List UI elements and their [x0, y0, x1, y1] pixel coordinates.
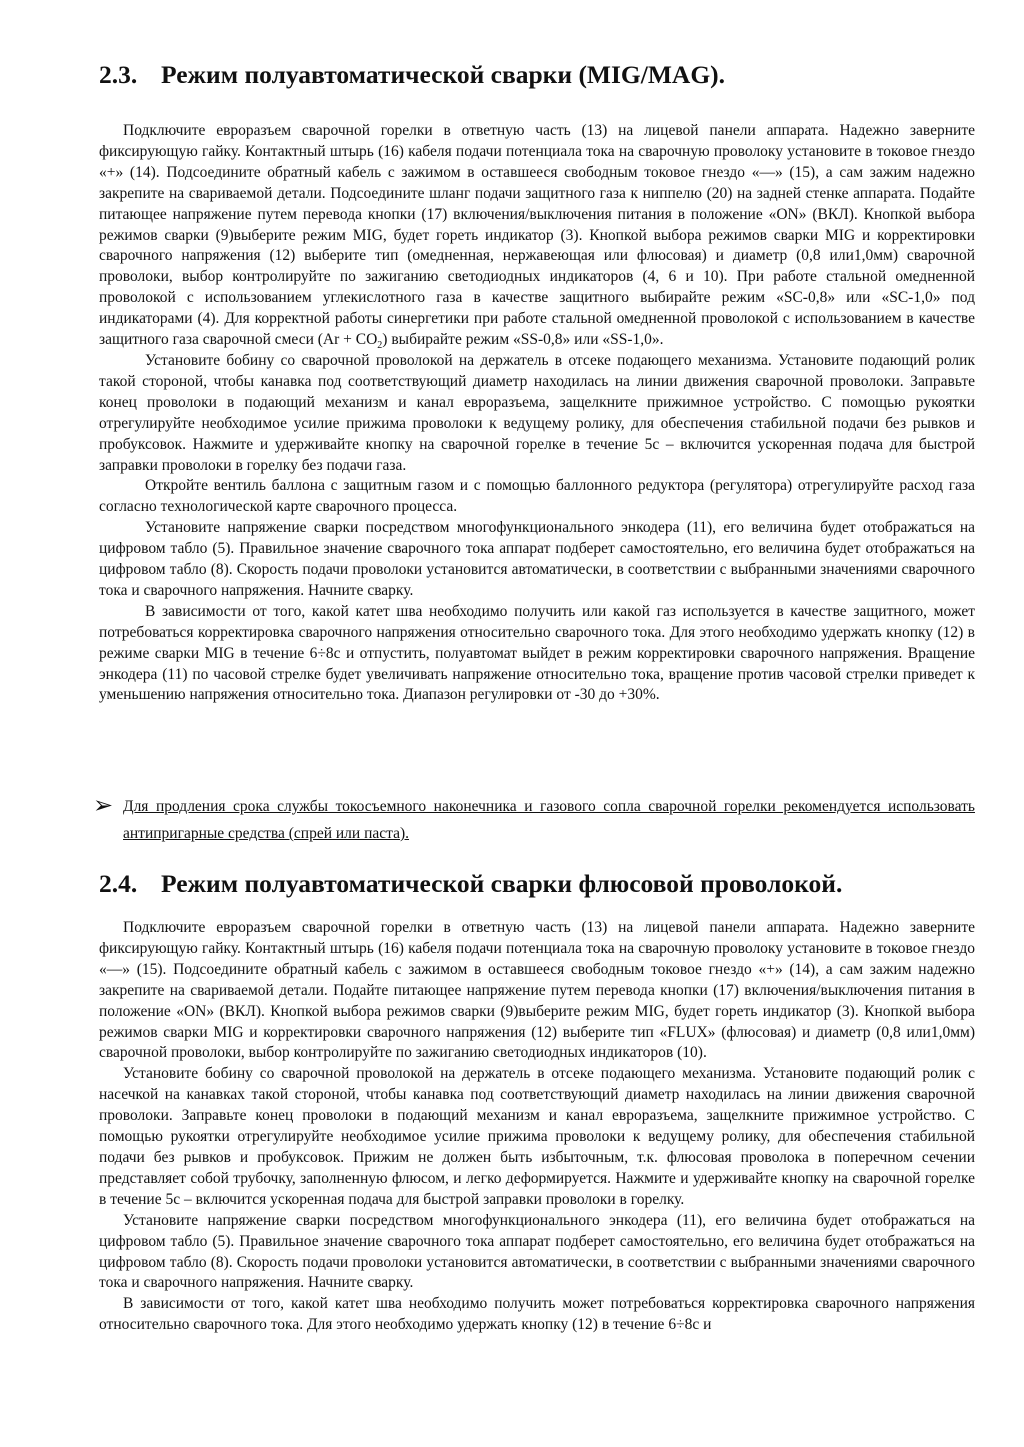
subscript: 2 — [377, 340, 383, 352]
arrow-bullet-icon: ➢ — [93, 793, 114, 819]
paragraph-text: Подключите евроразъем сварочной горелки в ответную часть (13) на лицевой панели аппарата. Надежно заверните фиксирующую гайку. Контактный штырь (16) кабеля подачи потенциала тока на сварочную проволоку установите в токовое гнездо «+» (14). Подсоедините обратный кабель с зажимом в оставшееся свободным токовое гнездо «—» (15), а сам зажим надежно закрепите на свариваемой детали. Подсоедините шланг подачи защитного газа к ниппелю (20) на задней стенке аппарата. Подайте питающее напряжение путем перевода кнопки (17) включения/выключения питания в положение «ON» (ВКЛ). Кнопкой выбора режимов сварки (9)выберите режим MIG, будет гореть индикатор (3). Кнопкой выбора режимов сварки MIG и корректировки сварочного напряжения (12) выберите тип (омедненная, нержавеющая или флюсовая) и диаметр (0,8 или1,0мм) сварочной проволоки, выбор контролируйте по зажиганию светодиодных индикаторов (4, 6 и 10). При работе стальной омедненной проволокой с использованием углекислотного газа в качестве защитного выбирайте режим «SC-0,8» или «SC-1,0» под индикаторами (4). Для корректной работы синергетики при работе стальной омедненной проволокой с использованием в качестве защитного газа сварочной смеси (Ar + CO — [99, 122, 975, 349]
note-text: Для продления срока службы токосъемного наконечника и газового сопла сварочной горелки рекомендуется использовать антипригарные средства (спрей или паста). — [123, 798, 975, 842]
section-number: 2.4. — [99, 869, 138, 898]
section-heading-mig-mag — [99, 60, 725, 90]
paragraph-text: ) выбирайте режим «SS-0,8» или «SS-1,0». — [382, 331, 664, 349]
paragraph: Установите бобину со сварочной проволокой на держатель в отсеке подающего механизма. Установите подающий ролик такой стороной, чтобы канавка под соответствующий диаметр находилась на линии движения сварочной проволоки. Заправьте конец проволоки в подающий механизм и канал евроразъема, защелкните прижимное устройство. С помощью рукоятки отрегулируйте необходимое усилие прижима проволоки к ведущему ролику, для обеспечения стабильной подачи без рывков и пробуксовок. Нажмите и удерживайте кнопку на сварочной горелке в течение 5с – включится ускоренная подача для быстрой заправки проволоки в горелку без подачи газа. — [99, 351, 975, 474]
paragraph: Установите напряжение сварки посредством многофункционального энкодера (11), его величина будет отображаться на цифровом табло (5). Правильное значение сварочного тока аппарат подберет самостоятельно, его величина будет отображаться на цифровом табло (8). Скорость подачи проволоки установится автоматически, в соответствии с выбранными значениями сварочного тока и сварочного напряжения. Начните сварку. — [99, 1211, 975, 1292]
recommendation-note — [93, 793, 975, 847]
paragraph: Установите бобину со сварочной проволокой на держатель в отсеке подающего механизма. Установите подающий ролик с насечкой на канавках такой стороной, чтобы канавка под соответствующий диаметр находилась на линии движения сварочной проволоки. Заправьте конец проволоки в подающий механизм и канал евроразъема, защелкните прижимное устройство. С помощью рукоятки отрегулируйте необходимое усилие прижима проволоки к ведущему ролику, для обеспечения стабильной подачи без рывков и пробуксовок. Прижим не должен быть избыточным, т.к. флюсовая проволока в поперечном сечении представляет собой трубочку, заполненную флюсом, и легко деформируется. Нажмите и удерживайте кнопку на сварочной горелке в течение 5с – включится ускоренная подача для быстрой заправки проволоки в горелку. — [99, 1065, 975, 1208]
section-body-flux-wire — [99, 918, 975, 1336]
section-heading-flux-wire — [99, 869, 842, 899]
paragraph — [99, 121, 975, 351]
section-body-mig-mag — [99, 121, 975, 706]
paragraph: Откройте вентиль баллона с защитным газом и с помощью баллонного редуктора (регулятора) отрегулируйте расход газа согласно технологической карте сварочного процесса. — [99, 477, 975, 516]
paragraph: В зависимости от того, какой катет шва необходимо получить может потребоваться корректировка сварочного напряжения относительно сварочного тока. Для этого необходимо удержать кнопку (12) в течение 6÷8с и — [99, 1295, 975, 1334]
section-number: 2.3. — [99, 60, 138, 89]
paragraph: В зависимости от того, какой катет шва необходимо получить или какой газ используется в качестве защитного, может потребоваться корректировка сварочного напряжения относительно сварочного тока. Для этого необходимо удержать кнопку (12) в режиме сварки MIG в течение 6÷8с и отпустить, полуавтомат выйдет в режим корректировки сварочного напряжения. Вращение энкодера (11) по часовой стрелке будет увеличивать напряжение относительно тока, вращение против часовой стрелки приведет к уменьшению напряжения относительно тока. Диапазон регулировки от -30 до +30%. — [99, 602, 975, 704]
section-title: Режим полуавтоматической сварки (MIG/MAG). — [161, 60, 726, 89]
section-title: Режим полуавтоматической сварки флюсовой проволокой. — [161, 869, 843, 898]
paragraph: Подключите евроразъем сварочной горелки в ответную часть (13) на лицевой панели аппарата. Надежно заверните фиксирующую гайку. Контактный штырь (16) кабеля подачи потенциала тока на сварочную проволоку установите в токовое гнездо «—» (15). Подсоедините обратный кабель с зажимом в оставшееся свободным токовое гнездо «+» (14), а сам зажим надежно закрепите на свариваемой детали. Подайте питающее напряжение путем перевода кнопки (17) включения/выключения питания в положение «ON» (ВКЛ). Кнопкой выбора режимов сварки (9)выберите режим MIG, будет гореть индикатор (3). Кнопкой выбора режимов сварки MIG и корректировки сварочного напряжения (12) выберите тип «FLUX» (флюсовая) и диаметр (0,8 или1,0мм) сварочной проволоки, выбор контролируйте по зажиганию светодиодных индикаторов (10). — [99, 919, 975, 1062]
paragraph: Установите напряжение сварки посредством многофункционального энкодера (11), его величина будет отображаться на цифровом табло (5). Правильное значение сварочного тока аппарат подберет самостоятельно, его величина будет отображаться на цифровом табло (8). Скорость подачи проволоки установится автоматически, в соответствии с выбранными значениями сварочного тока и сварочного напряжения. Начните сварку. — [99, 519, 975, 599]
